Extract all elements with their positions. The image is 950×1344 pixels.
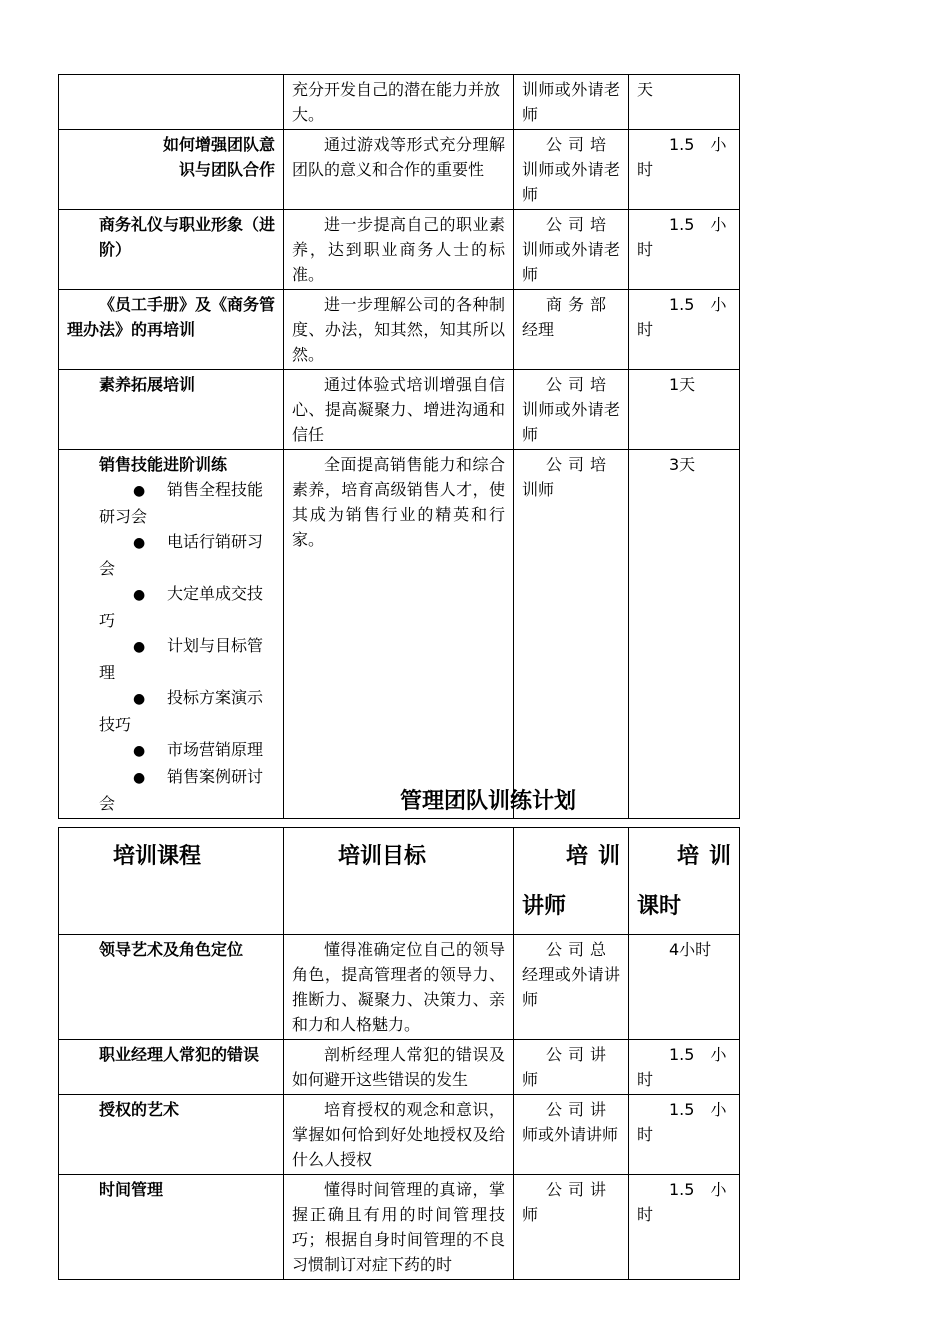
course-cell: 如何增强团队意识与团队合作 bbox=[59, 130, 284, 210]
goal-cell: 通过体验式培训增强自信心、提高凝聚力、增进沟通和信任 bbox=[284, 370, 514, 450]
goal-cell: 懂得准确定位自己的领导角色，提高管理者的领导力、推断力、凝聚力、决策力、亲和力和人格魅力。 bbox=[284, 935, 514, 1040]
list-item: ● 市场营销原理 bbox=[99, 737, 275, 764]
goal-cell: 通过游戏等形式充分理解团队的意义和合作的重要性 bbox=[284, 130, 514, 210]
trainer-cell: 公司总 经理或外请讲师 bbox=[514, 935, 629, 1040]
header-course: 培训课程 bbox=[59, 828, 284, 935]
list-item: ● 销售案例研讨 会 bbox=[99, 767, 264, 813]
bullet-icon: ● bbox=[133, 483, 146, 499]
hours-cell: 1.5 小 时 bbox=[629, 210, 740, 290]
bullet-icon: ● bbox=[133, 535, 146, 551]
trainer-cell: 公司培 训师或外请老师 bbox=[514, 370, 629, 450]
table-row bbox=[59, 210, 740, 290]
goal-cell: 进一步提高自己的职业素养，达到职业商务人士的标准。 bbox=[284, 210, 514, 290]
table-row bbox=[59, 290, 740, 370]
course-cell: 素养拓展培训 bbox=[59, 370, 284, 450]
course-cell: 时间管理 bbox=[59, 1175, 284, 1280]
course-cell: 授权的艺术 bbox=[59, 1095, 284, 1175]
list-item: ● 大定单成交技 巧 bbox=[99, 584, 264, 630]
course-cell: 《员工手册》及《商务管理办法》的再培训 bbox=[59, 290, 284, 370]
bullet-icon: ● bbox=[133, 770, 146, 786]
hours-cell: 1.5 小 时 bbox=[629, 1040, 740, 1095]
list-item: ● 投标方案演示 技巧 bbox=[99, 688, 264, 734]
course-cell: 领导艺术及角色定位 bbox=[59, 935, 284, 1040]
sales-training-table bbox=[58, 74, 740, 819]
trainer-cell: 训师或外请老师 bbox=[514, 75, 629, 130]
hours-cell: 1.5 小 时 bbox=[629, 290, 740, 370]
trainer-cell: 公司讲 师 bbox=[514, 1040, 629, 1095]
hours-cell: 1.5 小 时 bbox=[629, 130, 740, 210]
bullet-icon: ● bbox=[133, 743, 146, 759]
goal-cell: 进一步理解公司的各种制度、办法，知其然，知其所以然。 bbox=[284, 290, 514, 370]
table-row bbox=[59, 935, 740, 1040]
table-row bbox=[59, 1175, 740, 1280]
table-row bbox=[59, 130, 740, 210]
management-training-table bbox=[58, 827, 740, 1280]
course-cell: 商务礼仪与职业形象（进阶） bbox=[59, 210, 284, 290]
header-trainer: 培训 讲师 bbox=[514, 828, 629, 935]
hours-cell: 1天 bbox=[629, 370, 740, 450]
list-item: ● 计划与目标管 理 bbox=[99, 636, 264, 682]
goal-cell: 懂得时间管理的真谛，掌握正确且有用的时间管理技巧；根据自身时间管理的不良习惯制订对症下药的时 bbox=[284, 1175, 514, 1280]
course-cell: 职业经理人常犯的错误 bbox=[59, 1040, 284, 1095]
table-row bbox=[59, 75, 740, 130]
bullet-icon: ● bbox=[133, 587, 146, 603]
list-item: ● 销售全程技能 研习会 bbox=[99, 480, 264, 526]
table-row bbox=[59, 1040, 740, 1095]
table-row bbox=[59, 1095, 740, 1175]
bullet-list bbox=[67, 477, 275, 816]
table-header-row bbox=[59, 828, 740, 935]
goal-cell: 充分开发自己的潜在能力并放大。 bbox=[284, 75, 514, 130]
bullet-icon: ● bbox=[133, 691, 146, 707]
course-cell bbox=[59, 75, 284, 130]
hours-cell: 3天 bbox=[629, 450, 740, 819]
goal-cell: 培育授权的观念和意识，掌握如何恰到好处地授权及给什么人授权 bbox=[284, 1095, 514, 1175]
trainer-cell: 商务部 经理 bbox=[514, 290, 629, 370]
hours-cell: 1.5 小 时 bbox=[629, 1095, 740, 1175]
goal-cell: 全面提高销售能力和综合素养，培育高级销售人才，使其成为销售行业的精英和行家。 bbox=[284, 450, 514, 819]
header-goal: 培训目标 bbox=[284, 828, 514, 935]
trainer-cell: 公司培 训师或外请老师 bbox=[514, 210, 629, 290]
bullet-icon: ● bbox=[133, 639, 146, 655]
table-row bbox=[59, 450, 740, 819]
course-cell: 销售技能进阶训练 ● 销售全程技能 研习会 ● 电话行销研习 会 ● 大定单成交技 巧 ● 计划与目标管 理 ● 投标方案演示 技巧 ● 市场营销原理 ● 销售案例研讨 会 bbox=[59, 450, 284, 819]
trainer-cell: 公司培 训师 bbox=[514, 450, 629, 819]
hours-cell: 1.5 小 时 bbox=[629, 1175, 740, 1280]
trainer-cell: 公司讲 师 bbox=[514, 1175, 629, 1280]
section-title: 管理团队训练计划 bbox=[400, 789, 577, 814]
hours-cell: 天 bbox=[629, 75, 740, 130]
goal-cell: 剖析经理人常犯的错误及如何避开这些错误的发生 bbox=[284, 1040, 514, 1095]
hours-cell: 4小时 bbox=[629, 935, 740, 1040]
trainer-cell: 公司讲 师或外请讲师 bbox=[514, 1095, 629, 1175]
trainer-cell: 公司培 训师或外请老师 bbox=[514, 130, 629, 210]
list-item: ● 电话行销研习 会 bbox=[99, 532, 264, 578]
header-hours: 培训 课时 bbox=[629, 828, 740, 935]
table-row bbox=[59, 370, 740, 450]
